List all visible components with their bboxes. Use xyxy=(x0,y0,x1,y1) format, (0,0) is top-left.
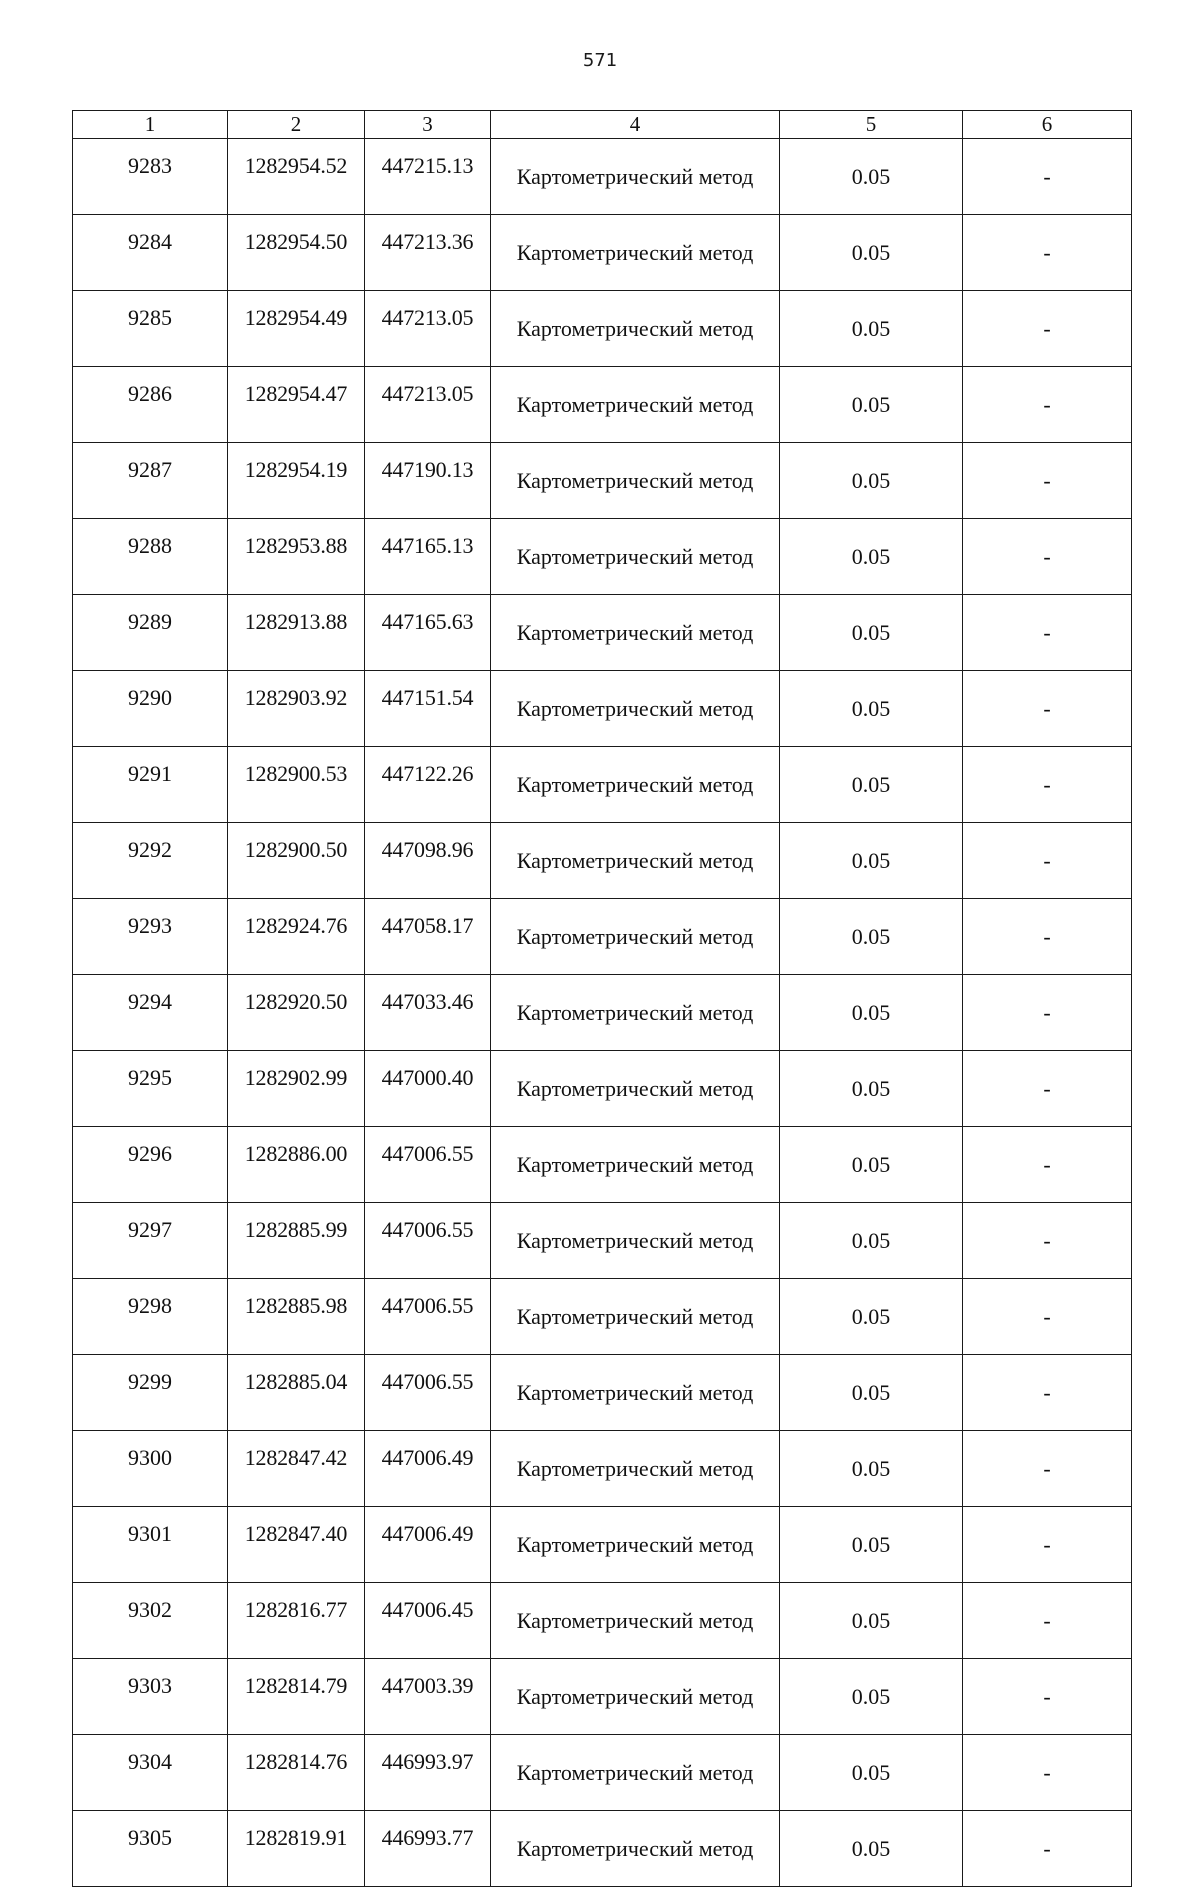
note-cell: - xyxy=(963,1659,1132,1735)
y-coordinate-cell: 447006.49 xyxy=(365,1431,491,1507)
method-cell: Картометрический метод xyxy=(491,1051,780,1127)
y-coordinate-cell: 447033.46 xyxy=(365,975,491,1051)
point-number-cell: 9300 xyxy=(73,1431,228,1507)
note-cell: - xyxy=(963,367,1132,443)
accuracy-cell: 0.05 xyxy=(780,1051,963,1127)
column-header-3: 3 xyxy=(365,111,491,139)
table-row xyxy=(73,1659,1132,1735)
y-coordinate-cell: 447190.13 xyxy=(365,443,491,519)
table-row xyxy=(73,291,1132,367)
note-cell: - xyxy=(963,291,1132,367)
method-cell: Картометрический метод xyxy=(491,1127,780,1203)
table-row xyxy=(73,1355,1132,1431)
point-number-cell: 9296 xyxy=(73,1127,228,1203)
method-cell: Картометрический метод xyxy=(491,367,780,443)
table-row xyxy=(73,1203,1132,1279)
point-number-cell: 9302 xyxy=(73,1583,228,1659)
accuracy-cell: 0.05 xyxy=(780,139,963,215)
x-coordinate-cell: 1282954.47 xyxy=(228,367,365,443)
y-coordinate-cell: 447006.49 xyxy=(365,1507,491,1583)
column-header-5: 5 xyxy=(780,111,963,139)
method-cell: Картометрический метод xyxy=(491,595,780,671)
point-number-cell: 9288 xyxy=(73,519,228,595)
accuracy-cell: 0.05 xyxy=(780,975,963,1051)
y-coordinate-cell: 446993.77 xyxy=(365,1811,491,1887)
point-number-cell: 9301 xyxy=(73,1507,228,1583)
method-cell: Картометрический метод xyxy=(491,139,780,215)
method-cell: Картометрический метод xyxy=(491,1811,780,1887)
column-header-1: 1 xyxy=(73,111,228,139)
x-coordinate-cell: 1282885.99 xyxy=(228,1203,365,1279)
method-cell: Картометрический метод xyxy=(491,1735,780,1811)
table-row xyxy=(73,519,1132,595)
note-cell: - xyxy=(963,975,1132,1051)
y-coordinate-cell: 447006.55 xyxy=(365,1203,491,1279)
x-coordinate-cell: 1282920.50 xyxy=(228,975,365,1051)
note-cell: - xyxy=(963,1431,1132,1507)
y-coordinate-cell: 447006.55 xyxy=(365,1355,491,1431)
y-coordinate-cell: 447006.55 xyxy=(365,1127,491,1203)
note-cell: - xyxy=(963,1735,1132,1811)
point-number-cell: 9283 xyxy=(73,139,228,215)
point-number-cell: 9284 xyxy=(73,215,228,291)
point-number-cell: 9303 xyxy=(73,1659,228,1735)
note-cell: - xyxy=(963,747,1132,823)
y-coordinate-cell: 447098.96 xyxy=(365,823,491,899)
point-number-cell: 9285 xyxy=(73,291,228,367)
note-cell: - xyxy=(963,1279,1132,1355)
note-cell: - xyxy=(963,1355,1132,1431)
column-header-2: 2 xyxy=(228,111,365,139)
accuracy-cell: 0.05 xyxy=(780,595,963,671)
page-number: 571 xyxy=(582,50,618,71)
x-coordinate-cell: 1282900.50 xyxy=(228,823,365,899)
accuracy-cell: 0.05 xyxy=(780,215,963,291)
point-number-cell: 9292 xyxy=(73,823,228,899)
point-number-cell: 9298 xyxy=(73,1279,228,1355)
note-cell: - xyxy=(963,671,1132,747)
method-cell: Картометрический метод xyxy=(491,671,780,747)
method-cell: Картометрический метод xyxy=(491,1659,780,1735)
accuracy-cell: 0.05 xyxy=(780,1507,963,1583)
note-cell: - xyxy=(963,139,1132,215)
table-row xyxy=(73,1583,1132,1659)
accuracy-cell: 0.05 xyxy=(780,671,963,747)
accuracy-cell: 0.05 xyxy=(780,1659,963,1735)
accuracy-cell: 0.05 xyxy=(780,1127,963,1203)
column-header-6: 6 xyxy=(963,111,1132,139)
x-coordinate-cell: 1282885.04 xyxy=(228,1355,365,1431)
note-cell: - xyxy=(963,595,1132,671)
y-coordinate-cell: 447213.05 xyxy=(365,291,491,367)
table-row xyxy=(73,1051,1132,1127)
x-coordinate-cell: 1282885.98 xyxy=(228,1279,365,1355)
x-coordinate-cell: 1282816.77 xyxy=(228,1583,365,1659)
accuracy-cell: 0.05 xyxy=(780,519,963,595)
x-coordinate-cell: 1282819.91 xyxy=(228,1811,365,1887)
x-coordinate-cell: 1282954.52 xyxy=(228,139,365,215)
point-number-cell: 9291 xyxy=(73,747,228,823)
point-number-cell: 9299 xyxy=(73,1355,228,1431)
y-coordinate-cell: 447058.17 xyxy=(365,899,491,975)
method-cell: Картометрический метод xyxy=(491,215,780,291)
y-coordinate-cell: 447122.26 xyxy=(365,747,491,823)
x-coordinate-cell: 1282953.88 xyxy=(228,519,365,595)
table-row xyxy=(73,1431,1132,1507)
point-number-cell: 9297 xyxy=(73,1203,228,1279)
y-coordinate-cell: 447215.13 xyxy=(365,139,491,215)
table-row xyxy=(73,1735,1132,1811)
method-cell: Картометрический метод xyxy=(491,1431,780,1507)
column-header-4: 4 xyxy=(491,111,780,139)
point-number-cell: 9293 xyxy=(73,899,228,975)
note-cell: - xyxy=(963,519,1132,595)
x-coordinate-cell: 1282886.00 xyxy=(228,1127,365,1203)
method-cell: Картометрический метод xyxy=(491,443,780,519)
y-coordinate-cell: 447165.13 xyxy=(365,519,491,595)
method-cell: Картометрический метод xyxy=(491,1583,780,1659)
table-row xyxy=(73,1811,1132,1887)
table-row xyxy=(73,1127,1132,1203)
accuracy-cell: 0.05 xyxy=(780,899,963,975)
point-number-cell: 9289 xyxy=(73,595,228,671)
x-coordinate-cell: 1282847.40 xyxy=(228,1507,365,1583)
point-number-cell: 9286 xyxy=(73,367,228,443)
x-coordinate-cell: 1282954.19 xyxy=(228,443,365,519)
y-coordinate-cell: 447151.54 xyxy=(365,671,491,747)
point-number-cell: 9304 xyxy=(73,1735,228,1811)
accuracy-cell: 0.05 xyxy=(780,367,963,443)
table-row xyxy=(73,215,1132,291)
note-cell: - xyxy=(963,1127,1132,1203)
accuracy-cell: 0.05 xyxy=(780,443,963,519)
x-coordinate-cell: 1282924.76 xyxy=(228,899,365,975)
y-coordinate-cell: 447000.40 xyxy=(365,1051,491,1127)
note-cell: - xyxy=(963,1203,1132,1279)
table-row xyxy=(73,1279,1132,1355)
note-cell: - xyxy=(963,1051,1132,1127)
table-row xyxy=(73,443,1132,519)
method-cell: Картометрический метод xyxy=(491,747,780,823)
method-cell: Картометрический метод xyxy=(491,1507,780,1583)
table-row xyxy=(73,747,1132,823)
table-row xyxy=(73,367,1132,443)
header-row xyxy=(73,111,1132,139)
y-coordinate-cell: 447003.39 xyxy=(365,1659,491,1735)
y-coordinate-cell: 447213.36 xyxy=(365,215,491,291)
accuracy-cell: 0.05 xyxy=(780,1811,963,1887)
note-cell: - xyxy=(963,1507,1132,1583)
accuracy-cell: 0.05 xyxy=(780,1203,963,1279)
table-row xyxy=(73,1507,1132,1583)
accuracy-cell: 0.05 xyxy=(780,747,963,823)
y-coordinate-cell: 447213.05 xyxy=(365,367,491,443)
table-body xyxy=(73,139,1132,1887)
x-coordinate-cell: 1282954.49 xyxy=(228,291,365,367)
method-cell: Картометрический метод xyxy=(491,823,780,899)
note-cell: - xyxy=(963,899,1132,975)
accuracy-cell: 0.05 xyxy=(780,1355,963,1431)
table-row xyxy=(73,823,1132,899)
table-row xyxy=(73,595,1132,671)
y-coordinate-cell: 447006.45 xyxy=(365,1583,491,1659)
x-coordinate-cell: 1282913.88 xyxy=(228,595,365,671)
accuracy-cell: 0.05 xyxy=(780,1279,963,1355)
note-cell: - xyxy=(963,215,1132,291)
point-number-cell: 9295 xyxy=(73,1051,228,1127)
x-coordinate-cell: 1282814.76 xyxy=(228,1735,365,1811)
note-cell: - xyxy=(963,1583,1132,1659)
table-row xyxy=(73,671,1132,747)
note-cell: - xyxy=(963,443,1132,519)
x-coordinate-cell: 1282847.42 xyxy=(228,1431,365,1507)
y-coordinate-cell: 447165.63 xyxy=(365,595,491,671)
accuracy-cell: 0.05 xyxy=(780,1735,963,1811)
method-cell: Картометрический метод xyxy=(491,291,780,367)
method-cell: Картометрический метод xyxy=(491,899,780,975)
x-coordinate-cell: 1282814.79 xyxy=(228,1659,365,1735)
point-number-cell: 9290 xyxy=(73,671,228,747)
method-cell: Картометрический метод xyxy=(491,975,780,1051)
table-row xyxy=(73,139,1132,215)
x-coordinate-cell: 1282902.99 xyxy=(228,1051,365,1127)
point-number-cell: 9305 xyxy=(73,1811,228,1887)
accuracy-cell: 0.05 xyxy=(780,1583,963,1659)
x-coordinate-cell: 1282900.53 xyxy=(228,747,365,823)
note-cell: - xyxy=(963,1811,1132,1887)
accuracy-cell: 0.05 xyxy=(780,823,963,899)
y-coordinate-cell: 446993.97 xyxy=(365,1735,491,1811)
method-cell: Картометрический метод xyxy=(491,1279,780,1355)
accuracy-cell: 0.05 xyxy=(780,291,963,367)
coordinates-table xyxy=(72,110,1132,1887)
x-coordinate-cell: 1282954.50 xyxy=(228,215,365,291)
method-cell: Картометрический метод xyxy=(491,519,780,595)
accuracy-cell: 0.05 xyxy=(780,1431,963,1507)
table-row xyxy=(73,975,1132,1051)
point-number-cell: 9287 xyxy=(73,443,228,519)
table-row xyxy=(73,899,1132,975)
point-number-cell: 9294 xyxy=(73,975,228,1051)
note-cell: - xyxy=(963,823,1132,899)
y-coordinate-cell: 447006.55 xyxy=(365,1279,491,1355)
method-cell: Картометрический метод xyxy=(491,1355,780,1431)
method-cell: Картометрический метод xyxy=(491,1203,780,1279)
x-coordinate-cell: 1282903.92 xyxy=(228,671,365,747)
